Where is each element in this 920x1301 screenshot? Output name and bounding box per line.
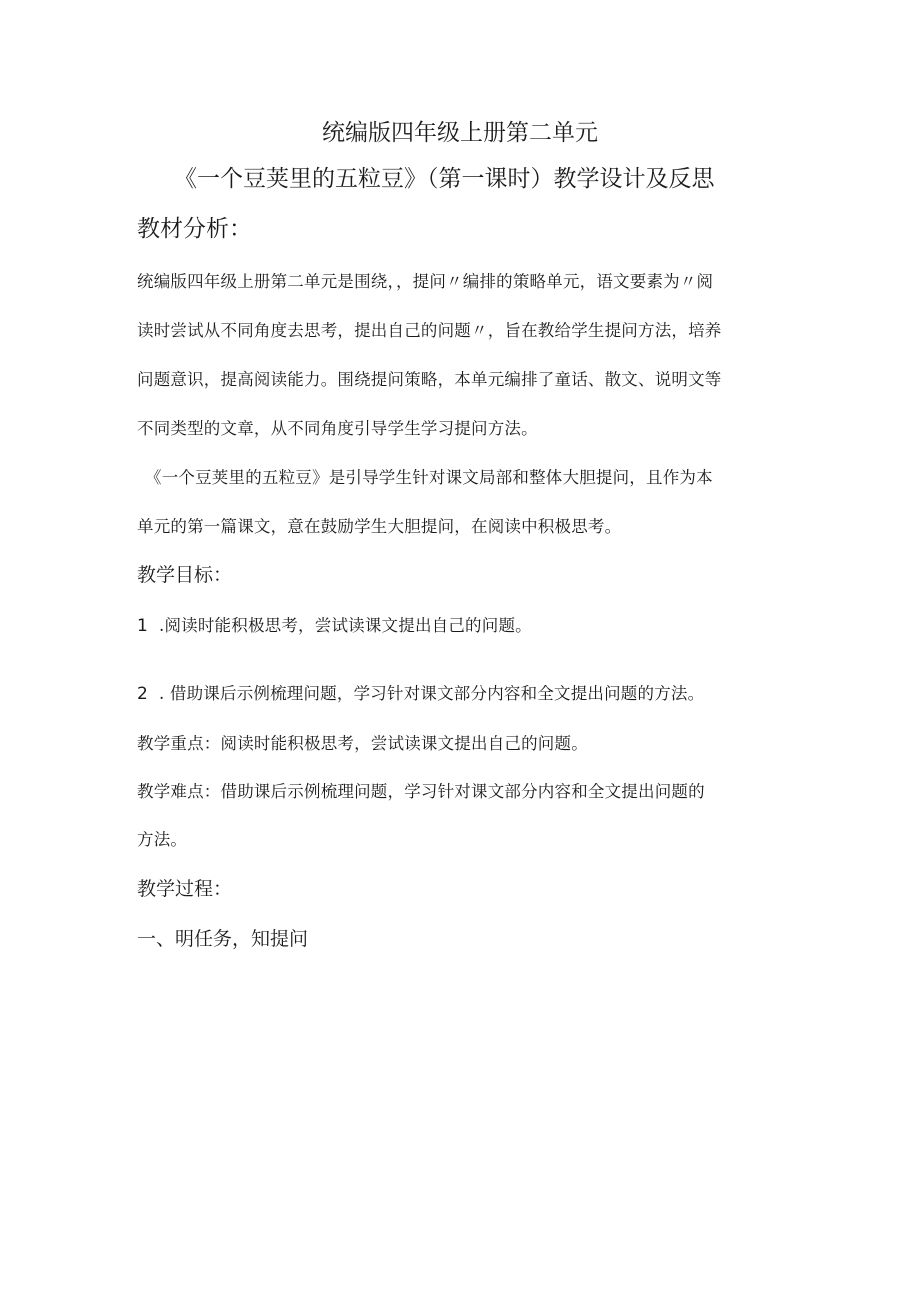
- material-para2-line2: 单元的第一篇课文，意在鼓励学生大胆提问，在阅读中积极思考。: [137, 517, 622, 536]
- document-subtitle: 《一个豆荚里的五粒豆》（第一课时）教学设计及反思: [174, 166, 715, 192]
- document-title: 统编版四年级上册第二单元: [322, 120, 598, 146]
- section-heading-goals: 教学目标：: [137, 564, 233, 586]
- material-para1-line2: 读时尝试从不同角度去思考，提出自己的问题〃，旨在教给学生提问方法，培养: [137, 321, 722, 340]
- goal-number: 1: [137, 616, 149, 636]
- difficulty-line1: 教学难点：借助课后示例梳理问题，学习针对课文部分内容和全文提出问题的: [137, 782, 705, 801]
- process-step-1: 一、明任务，知提问: [137, 928, 309, 950]
- key-point: 教学重点：阅读时能积极思考，尝试读课文提出自己的问题。: [137, 734, 588, 753]
- material-para2-line1: 《一个豆荚里的五粒豆》是引导学生针对课文局部和整体大胆提问，且作为本: [145, 468, 713, 487]
- goal-item-1: [137, 612, 532, 636]
- goal-item-2: [137, 680, 704, 704]
- goal-text: . 借助课后示例梳理问题，学习针对课文部分内容和全文提出问题的方法。: [159, 684, 705, 703]
- material-para1-line1: 统编版四年级上册第二单元是围绕，，提问〃编排的策略单元，语文要素为〃阅: [137, 272, 714, 291]
- material-para1-line3: 问题意识，提高阅读能力。围绕提问策略，本单元编排了童话、散文、说明文等: [137, 370, 722, 389]
- goal-text: .阅读时能积极思考，尝试读课文提出自己的问题。: [159, 616, 532, 635]
- goal-number: 2: [137, 684, 149, 704]
- section-heading-material: 教材分析：: [137, 216, 252, 242]
- material-para1-line4: 不同类型的文章，从不同角度引导学生学习提问方法。: [137, 419, 538, 438]
- difficulty-line2: 方法。: [137, 830, 188, 849]
- section-heading-process: 教学过程：: [137, 878, 233, 900]
